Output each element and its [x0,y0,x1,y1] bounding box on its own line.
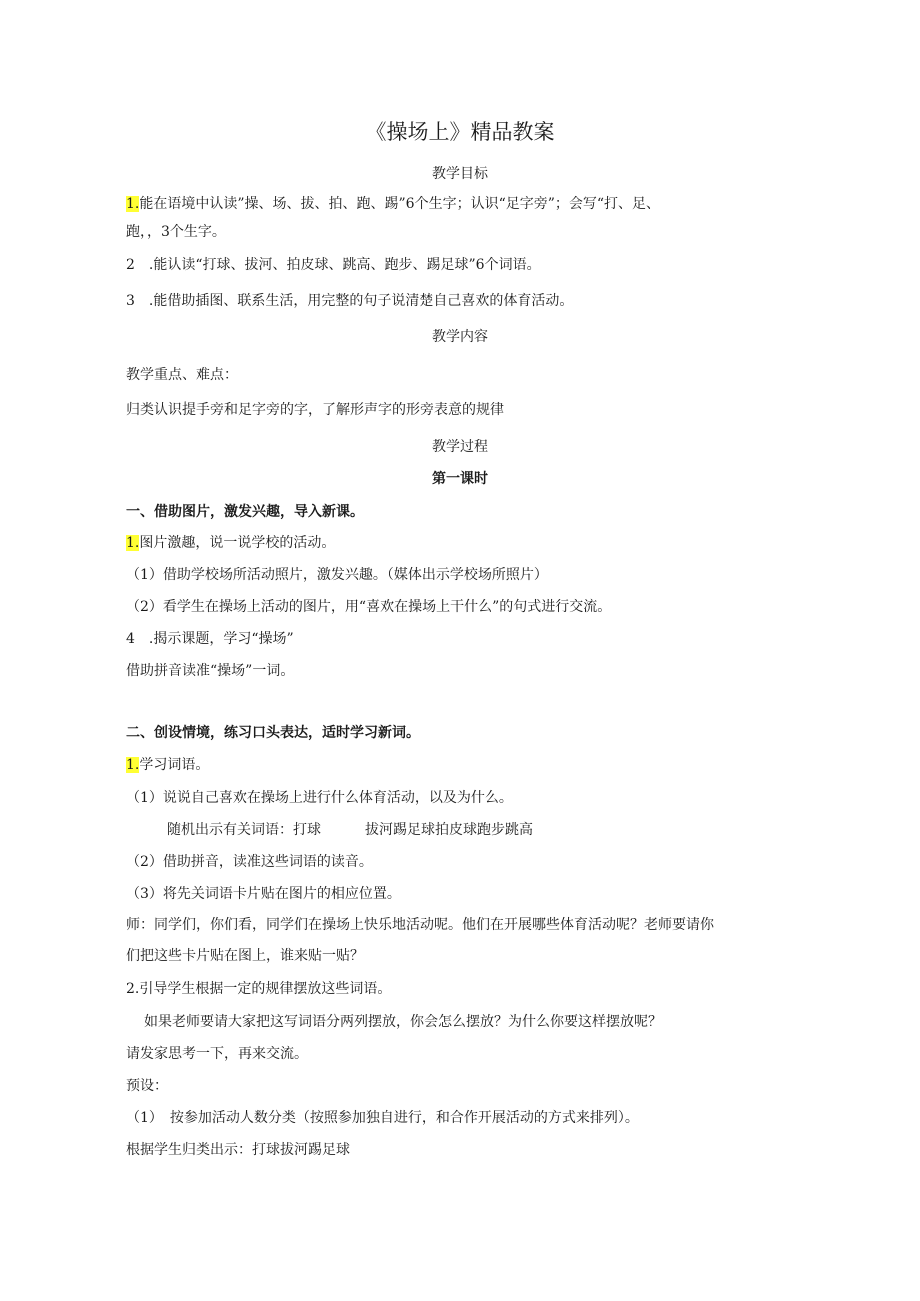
section-heading-goals: 教学目标 [432,166,488,182]
key-points-label: 教学重点、难点： [126,367,238,383]
key-points-text: 归类认识提手旁和足字旁的字，了解形声字的形旁表意的规律 [126,402,504,418]
goal-2: 2 .能认读“打球、拔河、拍皮球、跳高、跑步、踢足球”6个词语。 [126,257,541,273]
goal-1 [126,194,660,214]
part-2-words-list: 拔河踢足球拍皮球跑步跳高 [365,822,533,838]
classify-line: 根据学生归类出示：打球拔河踢足球 [126,1142,350,1158]
part-2-sub-3: （3）将先关词语卡片贴在图片的相应位置。 [126,886,401,902]
question-line: 如果老师要请大家把这写词语分两列摆放，你会怎么摆放？为什么你要这样摆放呢？ [144,1014,662,1030]
teacher-line-2: 们把这些卡片贴在图上，谁来贴一贴？ [126,948,364,964]
part-1-item-1-text: 图片激趣，说一说学校的活动。 [139,535,336,551]
part-2-sub-2: （2）借助拼音，读准这些词语的读音。 [126,854,373,870]
highlight-number: 1. [126,535,140,551]
part-1-item-4: 4 .揭示课题，学习“操场” [126,631,294,647]
preset-1: （1） 按参加活动人数分类（按照参加独自进行，和合作开展活动的方式来排列）。 [126,1110,639,1126]
section-heading-process: 教学过程 [432,439,488,455]
section-heading-content: 教学内容 [432,329,488,345]
part-1-sub-1: （1）借助学校场所活动照片，激发兴趣。（媒体出示学校场所照片） [126,567,548,583]
goal-3: 3 .能借助插图、联系生活，用完整的句子说清楚自己喜欢的体育活动。 [126,293,574,309]
part-2-sub-1: （1）说说自己喜欢在操场上进行什么体育活动，以及为什么。 [126,790,513,806]
doc-title: 《操场上》精品教案 [365,120,555,144]
part-1-pinyin: 借助拼音读准“操场”一词。 [126,663,295,679]
part-1-sub-2: （2）看学生在操场上活动的图片，用“喜欢在操场上干什么”的句式进行交流。 [126,599,612,615]
goal-1-text: 能在语境中认读”操、场、拔、拍、跑、踢”6个生字；认识“足字旁”；会写“打、足、 [139,196,661,212]
think-line: 请发家思考一下，再来交流。 [126,1046,308,1062]
goal-1-continued: 跑，，3个生字。 [126,224,226,240]
part-2-item-1 [126,755,209,775]
highlight-number: 1. [126,196,140,212]
lesson-heading: 第一课时 [432,471,488,487]
part-2-item-2: 2.引导学生根据一定的规律摆放这些词语。 [126,981,392,997]
part-2-item-1-text: 学习词语。 [139,757,210,773]
part-2-words-label: 随机出示有关词语：打球 [167,822,321,838]
part-2-heading: 二、创设情境，练习口头表达，适时学习新词。 [126,725,420,741]
part-2-words [167,820,533,840]
part-1-item-1 [126,533,335,553]
preset-label: 预设： [126,1078,168,1094]
part-1-heading: 一、借助图片，激发兴趣，导入新课。 [126,504,364,520]
teacher-line-1: 师：同学们，你们看，同学们在操场上快乐地活动呢。他们在开展哪些体育活动呢？老师要请你 [126,917,714,933]
highlight-number: 1. [126,757,140,773]
